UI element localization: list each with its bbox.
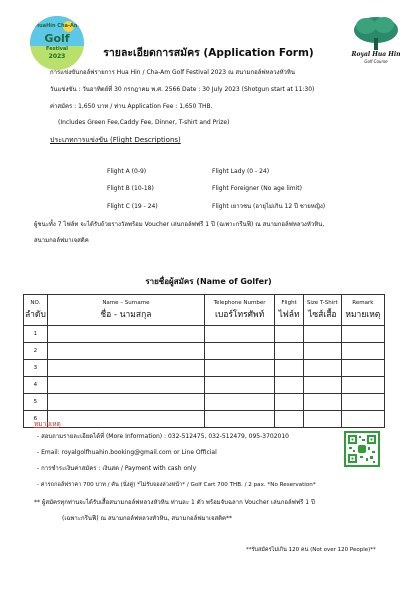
- flight-cell[interactable]: [275, 326, 304, 343]
- intro-line3: ค่าสมัคร : 1,650 บาท / ท่าน Application Fee : 1,650 THB.: [50, 103, 213, 110]
- intro-line2: วันแข่งขัน : วันอาทิตย์ที่ 30 กรกฎาคม พ.ศ. 2566 Date : 30 July 2023 (Shotgun start at 11:30): [50, 86, 315, 93]
- remark-cell[interactable]: [341, 377, 384, 394]
- name-cell[interactable]: [47, 411, 204, 428]
- flight-cell[interactable]: [275, 377, 304, 394]
- row-number: 1: [24, 326, 48, 343]
- flight-cell[interactable]: [275, 360, 304, 377]
- flight-cell[interactable]: [275, 394, 304, 411]
- flight-cell[interactable]: [275, 343, 304, 360]
- tshirt-cell[interactable]: [303, 394, 341, 411]
- table-header-row: [24, 295, 385, 326]
- phone-cell[interactable]: [205, 343, 275, 360]
- flight-c: Flight C (19 - 24): [107, 203, 158, 210]
- flight-heading: ประเภทการแข่งขัน (Flight Descriptions): [50, 136, 181, 144]
- logo-line3: Festival: [45, 46, 69, 52]
- tshirt-cell[interactable]: [303, 326, 341, 343]
- remark-email: - Email: royalgolfhuahin.booking@gmail.com or Line Official: [37, 449, 217, 456]
- name-cell[interactable]: [47, 326, 204, 343]
- remark-info: - สอบถามรายละเอียดได้ที่ (More Information) : 032-512475, 032-512479, 095-3702010: [37, 433, 289, 440]
- name-cell[interactable]: [47, 343, 204, 360]
- table-row: [24, 326, 385, 343]
- row-number: 4: [24, 377, 48, 394]
- remark-golf-cart: - ค่ารถกอล์ฟราคา 700 บาท / คัน (นั่งคู่) *ไม่รับจองล่วงหน้า* / Golf Cart 700 THB. / 2 pax. *No Reservation*: [37, 482, 316, 488]
- golfer-heading: รายชื่อผู้สมัคร (Name of Golfer): [145, 277, 272, 286]
- tshirt-cell[interactable]: [303, 411, 341, 428]
- header-remark: Remark หมายเหตุ: [341, 295, 384, 326]
- remark-payment: - การชำระเงินค่าสมัคร : เงินสด / Payment with cash only: [37, 465, 197, 472]
- tshirt-cell[interactable]: [303, 360, 341, 377]
- festival-logo: [30, 16, 84, 70]
- row-number: 3: [24, 360, 48, 377]
- remark-cell[interactable]: [341, 394, 384, 411]
- phone-cell[interactable]: [205, 411, 275, 428]
- logo-name: Royal Hua Hin: [351, 51, 401, 58]
- prize-note-line2: สนามกอล์ฟมาเจสติค: [34, 237, 89, 244]
- row-number: 5: [24, 394, 48, 411]
- row-number: 2: [24, 343, 48, 360]
- table-row: [24, 394, 385, 411]
- header-no: NO. ลำดับ: [24, 295, 48, 326]
- flight-b: Flight B (10-18): [107, 185, 154, 192]
- flight-a: Flight A (0-9): [107, 168, 147, 175]
- tshirt-cell[interactable]: [303, 343, 341, 360]
- flight-junior: Flight เยาวชน (อายุไม่เกิน 12 ปี ชายหญิง): [212, 203, 326, 210]
- header-name: Name – Surname ชื่อ - นามสกุล: [47, 295, 204, 326]
- logo-line1: HuaHin Cha-Am: [34, 23, 80, 29]
- line-qr-code[interactable]: [344, 431, 380, 467]
- remarks-heading: หมายเหตุ: [34, 420, 61, 428]
- phone-cell[interactable]: [205, 360, 275, 377]
- golfer-table: [23, 294, 385, 428]
- header-tshirt: Size T-Shirt ไซส์เสื้อ: [303, 295, 341, 326]
- flight-lady: Flight Lady (0 - 24): [212, 168, 270, 175]
- participant-limit: **รับสมัครไม่เกิน 120 คน (Not over 120 People)**: [246, 547, 376, 553]
- qr-code-icon: [344, 431, 380, 467]
- table-row: [24, 411, 385, 428]
- intro-line1: การแข่งขันกอล์ฟรายการ Hua Hin / Cha-Am Golf Festival 2023 ณ สนามกอล์ฟหลวงหัวหิน: [50, 69, 295, 76]
- remark-cell[interactable]: [341, 360, 384, 377]
- table-row: [24, 343, 385, 360]
- remark-cell[interactable]: [341, 343, 384, 360]
- phone-cell[interactable]: [205, 377, 275, 394]
- name-cell[interactable]: [47, 360, 204, 377]
- logo-line4: 2023: [48, 53, 66, 60]
- header-flight: Flight ไฟล์ท: [275, 295, 304, 326]
- flight-foreigner: Flight Foreigner (No age limit): [212, 185, 302, 192]
- name-cell[interactable]: [47, 377, 204, 394]
- logo-line2: Golf: [44, 32, 70, 45]
- logo-sub: Golf Course: [364, 59, 388, 64]
- table-row: [24, 360, 385, 377]
- page-title: รายละเอียดการสมัคร (Application Form): [103, 47, 314, 59]
- note-line2: (เฉพาะกรีนฟี) ณ สนามกอล์ฟหลวงหัวหิน, สนามกอล์ฟมาเจสติค**: [62, 515, 233, 522]
- header-phone: Telephone Number เบอร์โทรศัพท์: [205, 295, 275, 326]
- note-line1: ** ผู้สมัครทุกท่านจะได้รับเสื้อสนามกอล์ฟหลวงหัวหิน ท่านละ 1 ตัว พร้อมจับฉลาก Voucher เล่นกอล์ฟฟรี 1 ปี: [34, 499, 315, 506]
- prize-note-line1: ผู้ชนะทั้ง 7 ไฟล์ท จะได้รับถ้วยรางวัลพร้อม Voucher เล่นกอล์ฟฟรี 1 ปี (ฉเพาะกรีนฟี) ณ สนามกอล์ฟหลวงหัวหิน,: [34, 221, 325, 228]
- intro-line4: (Includes Green Fee,Caddy Fee, Dinner, T-shirt and Prize): [58, 119, 230, 126]
- phone-cell[interactable]: [205, 394, 275, 411]
- table-row: [24, 377, 385, 394]
- row-number: 6: [24, 411, 48, 428]
- phone-cell[interactable]: [205, 326, 275, 343]
- name-cell[interactable]: [47, 394, 204, 411]
- remark-cell[interactable]: [341, 411, 384, 428]
- tshirt-cell[interactable]: [303, 377, 341, 394]
- flight-cell[interactable]: [275, 411, 304, 428]
- remark-cell[interactable]: [341, 326, 384, 343]
